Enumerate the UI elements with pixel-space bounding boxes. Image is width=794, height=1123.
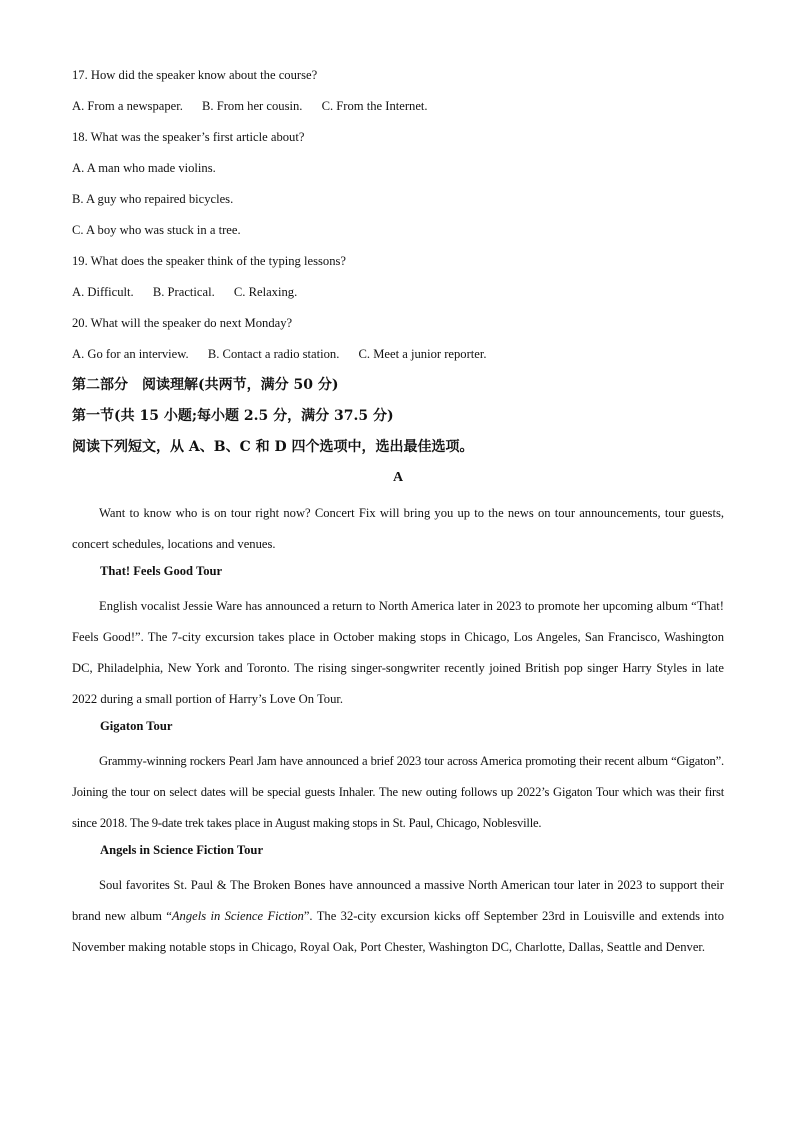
document-page (72, 64, 724, 963)
option-b: B. Contact a radio station. (207, 347, 340, 361)
tour-body-3 (72, 870, 724, 963)
question-18-option-a: A. A man who made violins. (72, 161, 216, 175)
option-c: C. From the Internet. (321, 99, 428, 113)
question-17-options (72, 95, 724, 126)
passage-label: A (392, 470, 404, 485)
tour-body-3-before: Soul favorites St. Paul & The Broken Bones have announced a massive North American tour later in 2023 to support their brand new album “ (72, 878, 724, 923)
option-a: A. Go for an interview. (72, 347, 189, 361)
question-20: 20. What will the speaker do next Monday? (72, 316, 293, 330)
option-a: A. Difficult. (72, 285, 134, 299)
tour-title-3: Angels in Science Fiction Tour (100, 843, 264, 857)
question-19: 19. What does the speaker think of the typing lessons? (72, 254, 346, 268)
tour-title-2: Gigaton Tour (100, 719, 173, 733)
question-17: 17. How did the speaker know about the course? (72, 68, 318, 82)
section-instruction: 阅读下列短文，从 A、B、C 和 D 四个选项中，选出最佳选项。 (72, 439, 474, 455)
option-b: B. Practical. (152, 285, 215, 299)
tour-body-3-after: ”. The 32-city excursion kicks off September 23rd in Louisville and extends into November making notable stops in Chicago, Royal Oak, Port Chester, Washington DC, Charlotte, Dallas, Seattle and Denver. (72, 909, 725, 954)
question-20-options (72, 343, 724, 374)
passage-intro: Want to know who is on tour right now? Concert Fix will bring you up to the news on tour announcements, tour guests, concert schedules, locations and venues. (72, 506, 724, 551)
section-heading-part2-1: 第一节(共 15 小题;每小题 2.5 分，满分 37.5 分) (72, 408, 394, 424)
question-18-option-b: B. A guy who repaired bicycles. (72, 192, 234, 206)
album-title: Angels in Science Fiction (171, 909, 304, 923)
question-19-options (72, 281, 724, 312)
section-heading-part2: 第二部分 阅读理解(共两节，满分 50 分) (72, 377, 339, 393)
tour-title-1: That! Feels Good Tour (100, 564, 223, 578)
option-c: C. Meet a junior reporter. (358, 347, 487, 361)
question-18-option-c: C. A boy who was stuck in a tree. (72, 223, 241, 237)
question-18: 18. What was the speaker’s first article about? (72, 130, 305, 144)
option-c: C. Relaxing. (233, 285, 298, 299)
option-a: A. From a newspaper. (72, 99, 183, 113)
tour-body-1: English vocalist Jessie Ware has announced a return to North America later in 2023 to promote her upcoming album “That! Feels Good!”. The 7-city excursion takes place in October making stops in Chicago, Los Angeles, San Francisco, Washington DC, Philadelphia, New York and Toronto. The rising singer-songwriter recently joined British pop singer Harry Styles in late 2022 during a small portion of Harry’s Love On Tour. (72, 599, 724, 706)
tour-body-2: Grammy-winning rockers Pearl Jam have announced a brief 2023 tour across America promoting their recent album “Gigaton”. Joining the tour on select dates will be special guests Inhaler. The new outing follows up 2022’s Gigaton Tour which was their first since 2018. The 9-date trek takes place in August making stops in St. Paul, Chicago, Noblesville. (72, 754, 724, 830)
option-b: B. From her cousin. (202, 99, 303, 113)
